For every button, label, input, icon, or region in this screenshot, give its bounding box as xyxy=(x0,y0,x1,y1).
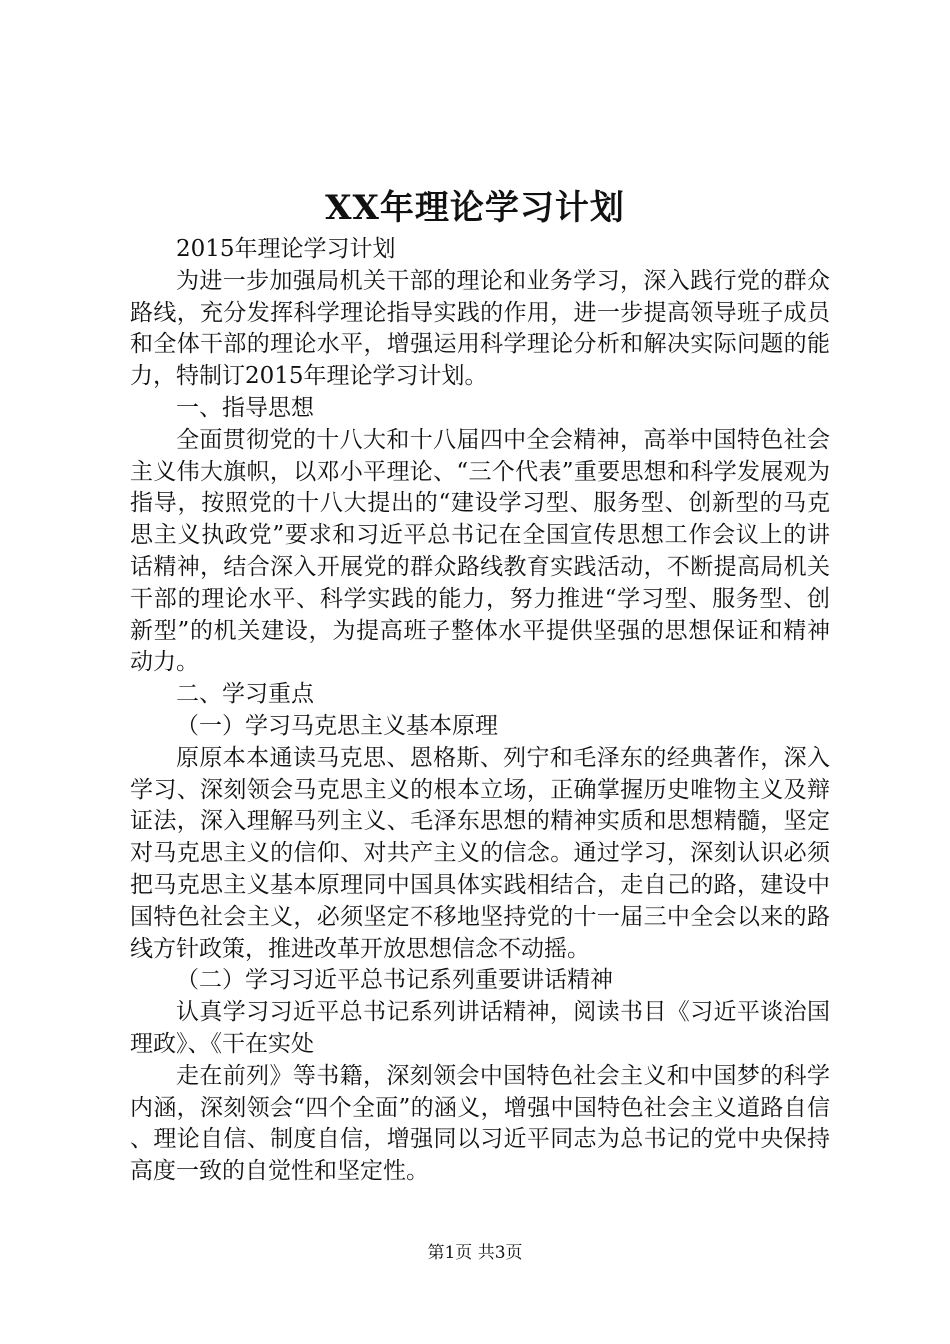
document-body xyxy=(130,234,830,1188)
paragraph-speeches-books: 认真学习习近平总书记系列讲话精神，阅读书目《习近平谈治国理政》、《干在实处 xyxy=(130,999,830,1057)
section-heading-study-focus: 二、学习重点 xyxy=(176,681,314,708)
paragraph-marxism: 原原本本通读马克思、恩格斯、列宁和毛泽东的经典著作，深入学习、深刻领会马克思主义的根本立场，正确掌握历史唯物主义及辩证法，深入理解马列主义、毛泽东思想的精神实质和思想精髓，坚定对马克思主义的信仰、对共产主义的信念。通过学习，深刻认识必须把马克思主义基本原理同中国具体实践相结合，走自己的路，建设中国特色社会主义，必须坚定不移地坚持党的十一届三中全会以来的路线方针政策，推进改革开放思想信念不动摇。 xyxy=(130,744,830,962)
paragraph-guiding-thought: 全面贯彻党的十八大和十八届四中全会精神，高举中国特色社会主义伟大旗帜，以邓小平理论、“三个代表”重要思想和科学发展观为指导，按照党的十八大提出的“建设学习型、服务型、创新型的马克思主义执政党”要求和习近平总书记在全国宣传思想工作会议上的讲话精神，结合深入开展党的群众路线教育实践活动，不断提高局机关干部的理论水平、科学实践的能力，努力推进“学习型、服务型、创新型”的机关建设，为提高班子整体水平提供坚强的思想保证和精神动力。 xyxy=(130,426,830,676)
paragraph-subtitle: 2015年理论学习计划 xyxy=(176,236,396,262)
page-number: 第1页 共3页 xyxy=(427,1243,523,1263)
document-title: XX年理论学习计划 xyxy=(325,188,625,228)
paragraph-intro: 为进一步加强局机关干部的理论和业务学习，深入践行党的群众路线，充分发挥科学理论指导实践的作用，进一步提高领导班子成员和全体干部的理论水平，增强运用科学理论分析和解决实际问题的能力，特制订2015年理论学习计划。 xyxy=(130,267,830,390)
subsection-heading-speeches: （二）学习习近平总书记系列重要讲话精神 xyxy=(176,967,613,994)
paragraph-speeches-continued: 走在前列》等书籍，深刻领会中国特色社会主义和中国梦的科学内涵，深刻领会“四个全面”的涵义，增强中国特色社会主义道路自信、理论自信、制度自信，增强同以习近平同志为总书记的党中央保持高度一致的自觉性和坚定性。 xyxy=(130,1062,830,1185)
section-heading-guiding-thought: 一、指导思想 xyxy=(176,394,314,421)
subsection-heading-marxism: （一）学习马克思主义基本原理 xyxy=(176,712,498,739)
